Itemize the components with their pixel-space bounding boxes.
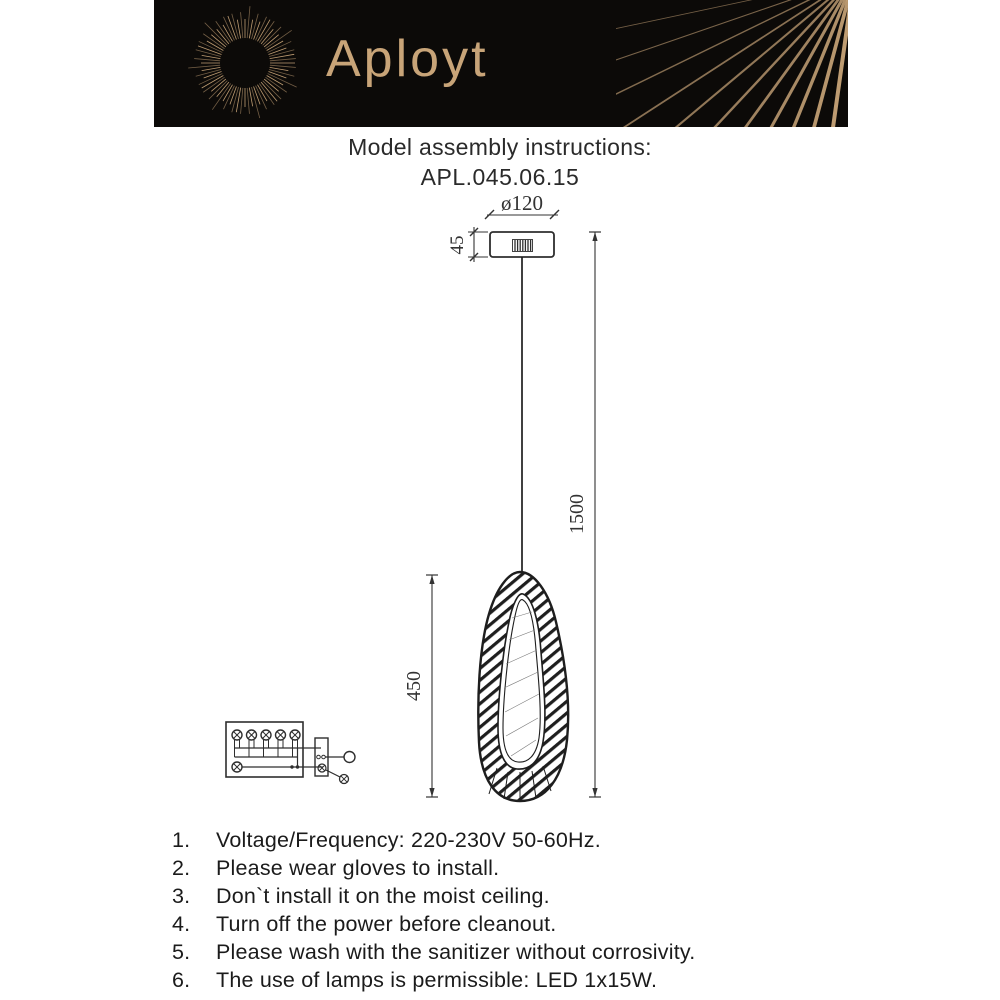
item-text: Please wash with the sanitizer without corrosivity. [216, 940, 696, 964]
item-text: Please wear gloves to install. [216, 856, 500, 880]
output-terminal-icon [344, 752, 355, 763]
ground-lamp-symbol [340, 775, 349, 784]
brand-banner [154, 0, 848, 127]
dim-total-drop [566, 232, 601, 797]
title-block [0, 134, 1000, 191]
svg-text:450: 450 [403, 671, 425, 701]
bottom-lamp-symbol [232, 762, 242, 772]
item-text: The use of lamps is permissible: LED 1x15W. [216, 968, 658, 992]
list-item [172, 826, 832, 854]
starburst-logo-icon [172, 2, 318, 125]
instructions-list [172, 826, 832, 994]
dim-lamp-height [403, 575, 438, 797]
item-text: Voltage/Frequency: 220-230V 50-60Hz. [216, 828, 601, 852]
page-title: Model assembly instructions: [348, 134, 652, 160]
item-text: Turn off the power before cleanout. [216, 912, 557, 936]
list-item [172, 854, 832, 882]
item-number: 3. [172, 884, 191, 908]
ceiling-canopy [490, 232, 554, 257]
item-number: 6. [172, 968, 191, 992]
fan-rays-decoration-icon [616, 0, 848, 127]
brand-logo-text: Aployt [326, 30, 489, 88]
item-number: 1. [172, 828, 191, 852]
lamp-symbols [232, 730, 300, 757]
item-number: 2. [172, 856, 191, 880]
item-number: 5. [172, 940, 191, 964]
wiring-schematic [226, 722, 355, 784]
item-text: Don`t install it on the moist ceiling. [216, 884, 550, 908]
item-number: 4. [172, 912, 191, 936]
list-item [172, 882, 832, 910]
list-item [172, 966, 832, 994]
dim-canopy-diameter [485, 191, 559, 219]
dim-canopy-height [447, 227, 488, 262]
pendant-lamp-drawing [478, 572, 568, 801]
list-item [172, 910, 832, 938]
list-item [172, 938, 832, 966]
svg-text:45: 45 [447, 235, 468, 255]
svg-text:ø120: ø120 [501, 191, 543, 215]
model-number: APL.045.06.15 [420, 164, 580, 190]
technical-drawing [160, 190, 700, 815]
svg-text:1500: 1500 [566, 494, 588, 534]
